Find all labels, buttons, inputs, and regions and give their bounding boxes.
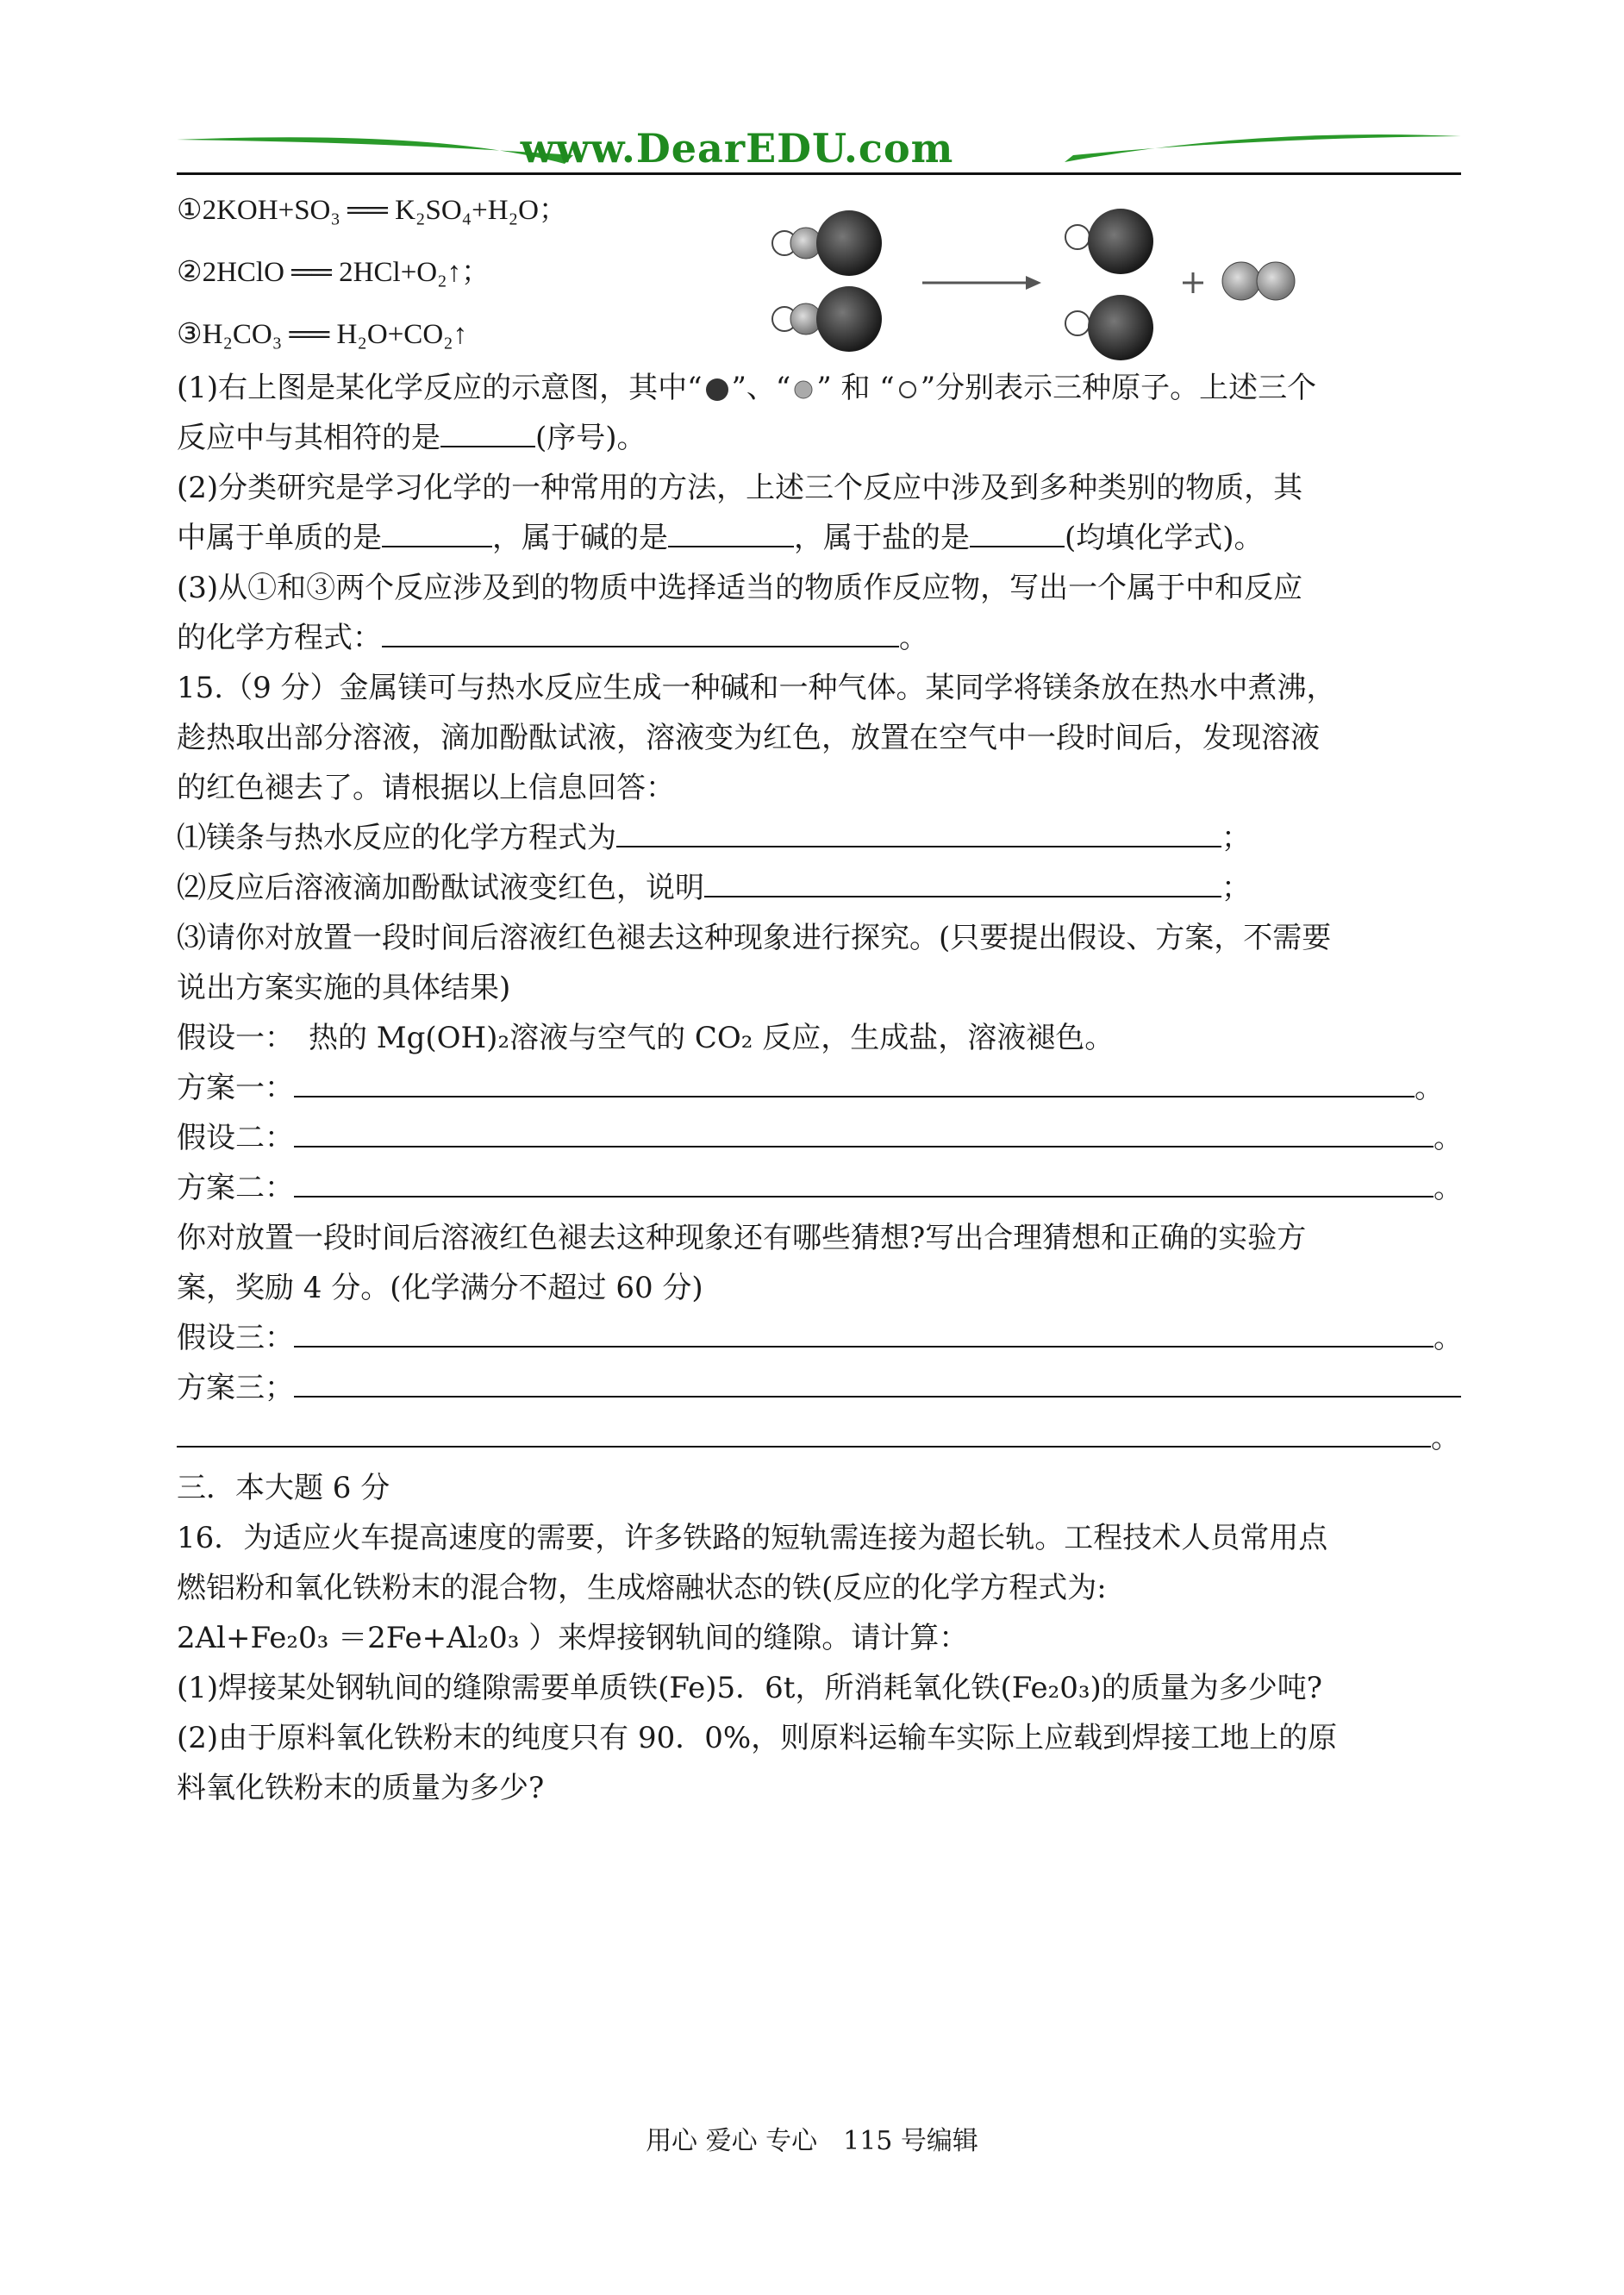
- q14-part3-line2: 的化学方程式： 。: [177, 621, 928, 655]
- answer-blank-explanation[interactable]: [704, 870, 1221, 897]
- q16-line6: 料氧化铁粉末的质量为多少?: [177, 1771, 545, 1805]
- hypothesis-1: 假设一： 热的 Mg(OH)₂溶液与空气的 CO₂ 反应，生成盐，溶液褪色。: [177, 1021, 1115, 1055]
- dark-atom-icon: [703, 377, 732, 403]
- page-footer: 用心 爱心 专心 115 号编辑: [646, 2126, 978, 2156]
- molecule-diatomic-product: [1222, 262, 1295, 300]
- plan-2-row: 方案二： 。: [177, 1171, 1463, 1205]
- reaction-diagram: [767, 207, 1319, 371]
- plan-1-row: 方案一： 。: [177, 1071, 1444, 1105]
- molecule-right-bottom: [1065, 295, 1153, 360]
- plus-sign: [1183, 272, 1203, 293]
- answer-blank-salt[interactable]: [970, 520, 1065, 547]
- header-rule: [177, 172, 1461, 175]
- molecule-left-top: [772, 210, 882, 276]
- hypothesis-3-row: 假设三： 。: [177, 1321, 1463, 1355]
- q15-intro-line2: 趁热取出部分溶液，滴加酚酞试液，溶液变为红色，放置在空气中一段时间后，发现溶液: [177, 721, 1320, 755]
- q15-sub1: ⑴镁条与热水反应的化学方程式为 ；: [177, 821, 1251, 855]
- answer-blank-plan-1[interactable]: [294, 1070, 1415, 1097]
- equation-2: ②2HClO ══ 2HCl+O₂↑；: [177, 257, 490, 288]
- white-atom-icon: [895, 377, 921, 403]
- q15-sub3-line2: 说出方案实施的具体结果): [177, 971, 511, 1005]
- q15-intro-line3: 的红色褪去了。请根据以上信息回答：: [177, 771, 675, 805]
- reaction-arrow: [922, 276, 1041, 290]
- molecule-left-bottom: [772, 286, 882, 352]
- answer-blank-hypothesis-2[interactable]: [294, 1120, 1433, 1148]
- bonus-line2: 案，奖励 4 分。(化学满分不超过 60 分): [177, 1271, 703, 1305]
- header-site-title: www.DearEDU.com: [520, 125, 954, 172]
- q16-line3: 2Al+Fe₂0₃ ＝2Fe+Al₂0₃ ）来焊接钢轨间的缝隙。请计算：: [177, 1621, 969, 1655]
- q14-part3-line1: (3)从①和③两个反应涉及到的物质中选择适当的物质作反应物，写出一个属于中和反应: [177, 571, 1303, 605]
- q16-line1: 16．为适应火车提高速度的需要，许多铁路的短轨需连接为超长轨。工程技术人员常用点: [177, 1521, 1328, 1555]
- q16-line5: (2)由于原料氧化铁粉末的纯度只有 90．0%，则原料运输车实际上应载到焊接工地上的原: [177, 1721, 1338, 1755]
- q15-sub3-line1: ⑶请你对放置一段时间后溶液红色褪去这种现象进行探究。(只要提出假设、方案，不需要: [177, 921, 1332, 955]
- answer-blank-equation[interactable]: [382, 620, 899, 647]
- answer-blank-base[interactable]: [668, 520, 794, 547]
- equation-3: ③H₂CO₃ ══ H₂O+CO₂↑: [177, 319, 468, 350]
- q14-part1-line2: 反应中与其相符的是 (序号)。: [177, 421, 646, 455]
- section-3-title: 三．本大题 6 分: [177, 1471, 390, 1505]
- plan-3-continuation: 。: [177, 1419, 1460, 1457]
- plan-3-row: 方案三；: [177, 1369, 1461, 1407]
- answer-blank-plan-3[interactable]: [294, 1370, 1461, 1398]
- answer-blank-plan-3-line2[interactable]: [177, 1420, 1431, 1448]
- answer-blank-plan-2[interactable]: [294, 1170, 1433, 1198]
- q16-line2: 燃铝粉和氧化铁粉末的混合物，生成熔融状态的铁(反应的化学方程式为:: [177, 1571, 1107, 1605]
- answer-blank-mg-equation[interactable]: [616, 820, 1221, 847]
- equation-1: ①2KOH+SO₃ ══ K₂SO₄+H₂O；: [177, 195, 567, 226]
- q14-part1-line1: (1)右上图是某化学反应的示意图，其中“ ”、“ ” 和 “ ”分别表示三种原子。上述三个: [177, 371, 1317, 405]
- hypothesis-2-row: 假设二： 。: [177, 1121, 1463, 1155]
- q15-intro-line1: 15.（9 分）金属镁可与热水反应生成一种碱和一种气体。某同学将镁条放在热水中煮沸，: [177, 671, 1336, 705]
- q16-line4: (1)焊接某处钢轨间的缝隙需要单质铁(Fe)5．6t，所消耗氧化铁(Fe₂0₃)的质量为多少吨?: [177, 1671, 1322, 1705]
- q14-part2-line2: 中属于单质的是 ，属于碱的是 ，属于盐的是 (均填化学式)。: [177, 521, 1264, 555]
- gray-atom-icon: [790, 377, 816, 403]
- molecule-right-top: [1065, 209, 1153, 274]
- answer-blank-hypothesis-3[interactable]: [294, 1320, 1433, 1348]
- bonus-line1: 你对放置一段时间后溶液红色褪去这种现象还有哪些猜想?写出合理猜想和正确的实验方: [177, 1221, 1307, 1255]
- q15-sub2: ⑵反应后溶液滴加酚酞试液变红色，说明 ；: [177, 871, 1251, 905]
- q14-part2-line1: (2)分类研究是学习化学的一种常用的方法，上述三个反应中涉及到多种类别的物质，其: [177, 471, 1303, 505]
- answer-blank-sequence[interactable]: [440, 420, 535, 447]
- answer-blank-element[interactable]: [382, 520, 492, 547]
